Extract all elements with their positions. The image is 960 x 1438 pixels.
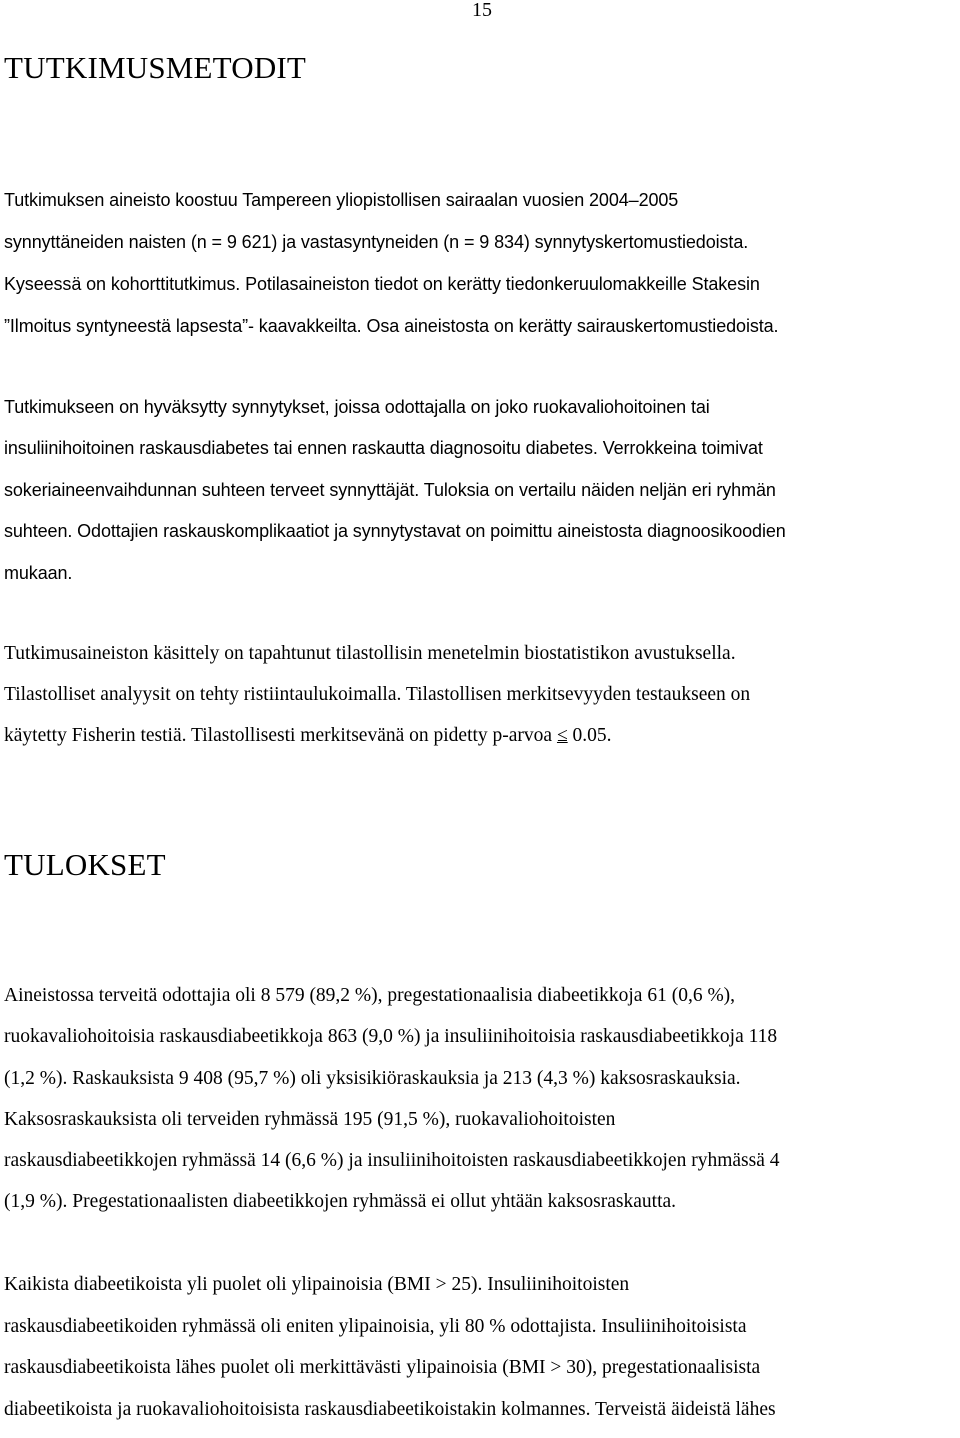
text-line: ”Ilmoitus syntyneestä lapsesta”- kaavakkeilta. Osa aineistosta on kerätty sairauskertomustiedoista. xyxy=(4,313,954,355)
text-line: mukaan. xyxy=(4,560,954,601)
text-line: Kaksosraskauksista oli terveiden ryhmässä 195 (91,5 %), ruokavaliohoitoisten xyxy=(4,1107,954,1148)
text-line: (1,9 %). Pregestationaalisten diabeetikkojen ryhmässä ei ollut yhtään kaksosraskautta. xyxy=(4,1189,954,1230)
results-paragraph-2 xyxy=(4,1272,954,1438)
text-line: raskausdiabeetikoiden ryhmässä oli eniten ylipainoisia, yli 80 % odottajista. Insuliinihoitoisista xyxy=(4,1314,954,1356)
text-line: (1,2 %). Raskauksista 9 408 (95,7 %) oli yksisikiöraskauksia ja 213 (4,3 %) kaksosraskauksia. xyxy=(4,1066,954,1107)
text-line: insuliinihoitoinen raskausdiabetes tai ennen raskautta diagnosoitu diabetes. Verrokkeina toimivat xyxy=(4,435,954,476)
text-line: diabeetikoista ja ruokavaliohoitoisista raskausdiabeetikoistakin kolmannes. Terveistä äideistä lähes xyxy=(4,1397,954,1438)
text-line: Kyseessä on kohorttitutkimus. Potilasaineiston tiedot on kerätty tiedonkeruulomakkeille Stakesin xyxy=(4,271,954,313)
text-line: raskausdiabeetikkojen ryhmässä 14 (6,6 %) ja insuliinihoitoisten raskausdiabeetikkojen ryhmässä 4 xyxy=(4,1148,954,1189)
text-line: ruokavaliohoitoisia raskausdiabeetikkoja 863 (9,0 %) ja insuliinihoitoisia raskausdiabeetikkoja 118 xyxy=(4,1024,954,1065)
text-line: raskausdiabeetikoista lähes puolet oli merkittävästi ylipainoisia (BMI > 30), pregestationaalisista xyxy=(4,1355,954,1397)
text-line: Tutkimusaineiston käsittely on tapahtunut tilastollisin menetelmin biostatistikon avustuksella. xyxy=(4,641,954,682)
text-fragment: 0.05. xyxy=(568,725,612,746)
text-line: sokeriaineenvaihdunnan suhteen terveet synnyttäjät. Tuloksia on vertailu näiden neljän eri ryhmän xyxy=(4,477,954,518)
text-line: Tutkimuksen aineisto koostuu Tampereen yliopistollisen sairaalan vuosien 2004–2005 xyxy=(4,187,954,229)
text-line: Kaikista diabeetikoista yli puolet oli ylipainoisia (BMI > 25). Insuliinihoitoisten xyxy=(4,1272,954,1314)
text-line: suhteen. Odottajien raskauskomplikaatiot ja synnytystavat on poimittu aineistosta diagnoosikoodien xyxy=(4,518,954,559)
page-number: 15 xyxy=(472,0,492,22)
text-line-with-symbol xyxy=(4,723,954,764)
section-heading-methods: TUTKIMUSMETODIT xyxy=(4,50,306,86)
results-paragraph-1 xyxy=(4,983,954,1231)
text-line: synnyttäneiden naisten (n = 9 621) ja vastasyntyneiden (n = 9 834) synnytyskertomustiedoista. xyxy=(4,229,954,271)
section-heading-results: TULOKSET xyxy=(4,847,166,883)
less-or-equal-symbol: ≤ xyxy=(557,723,568,749)
text-line: Tutkimukseen on hyväksytty synnytykset, joissa odottajalla on joko ruokavaliohoitoinen tai xyxy=(4,394,954,435)
methods-paragraph-2 xyxy=(4,394,954,601)
text-line: Aineistossa terveitä odottajia oli 8 579 (89,2 %), pregestationaalisia diabeetikkoja 61 (0,6 %), xyxy=(4,983,954,1024)
methods-paragraph-1 xyxy=(4,187,954,355)
methods-paragraph-3 xyxy=(4,641,954,764)
text-line: Tilastolliset analyysit on tehty ristiintaulukoimalla. Tilastollisen merkitsevyyden testaukseen on xyxy=(4,682,954,723)
text-fragment: käytetty Fisherin testiä. Tilastollisesti merkitsevänä on pidetty p-arvoa xyxy=(4,725,557,746)
